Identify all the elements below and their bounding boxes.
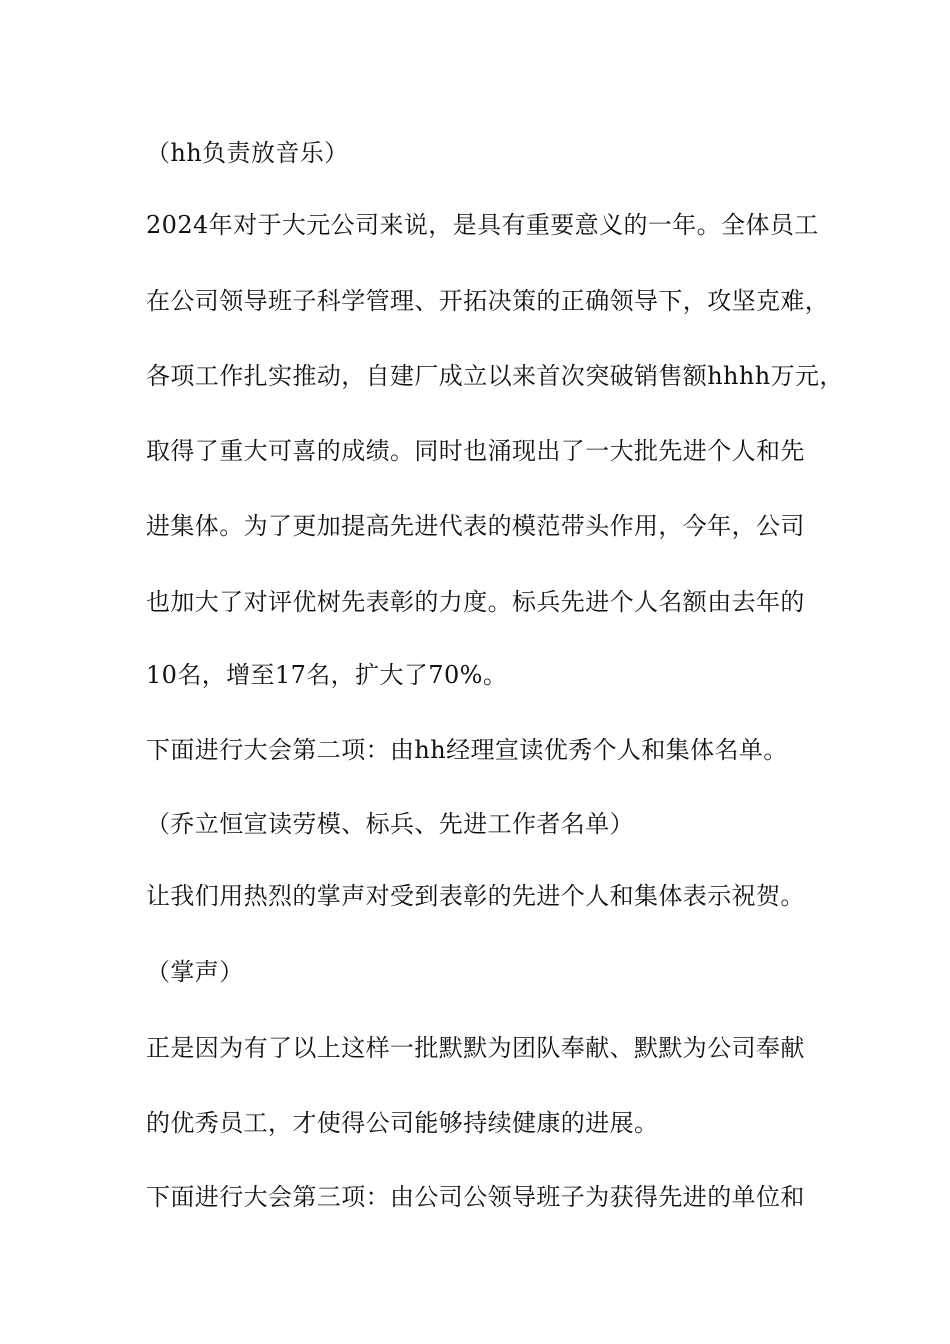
text-line-music-note: （hh负责放音乐）	[146, 139, 349, 167]
text-line-employees: 的优秀员工，才使得公司能够持续健康的进展。	[146, 1109, 659, 1137]
text-line-dedication: 正是因为有了以上这样一批默默为团队奉献、默默为公司奉献	[146, 1034, 805, 1062]
text-line-item-three: 下面进行大会第三项：由公司公领导班子为获得先进的单位和	[146, 1183, 805, 1211]
text-line-quota: 10名，增至17名，扩大了70%。	[146, 661, 508, 689]
text-line-2024-intro: 2024年对于大元公司来说，是具有重要意义的一年。全体员工	[146, 211, 819, 239]
text-line-commendation: 也加大了对评优树先表彰的力度。标兵先进个人名额由去年的	[146, 588, 805, 616]
text-line-achievements: 取得了重大可喜的成绩。同时也涌现出了一大批先进个人和先	[146, 437, 805, 465]
text-line-role-model: 进集体。为了更加提高先进代表的模范带头作用，今年，公司	[146, 512, 805, 540]
text-line-item-two: 下面进行大会第二项：由hh经理宣读优秀个人和集体名单。	[146, 736, 788, 764]
text-line-leadership: 在公司领导班子科学管理、开拓决策的正确领导下，攻坚克难，	[146, 287, 830, 315]
text-line-congratulate: 让我们用热烈的掌声对受到表彰的先进个人和集体表示祝贺。	[146, 882, 805, 910]
text-line-applause: （掌声）	[146, 958, 244, 986]
text-line-sales: 各项工作扎实推动，自建厂成立以来首次突破销售额hhhh万元，	[146, 362, 844, 390]
text-line-reading-note: （乔立恒宣读劳模、标兵、先进工作者名单）	[146, 810, 634, 838]
